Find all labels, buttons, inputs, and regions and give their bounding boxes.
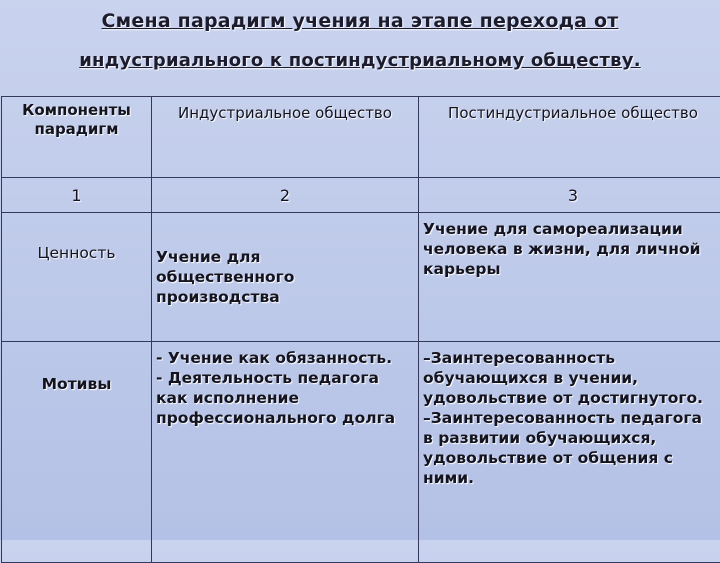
header-components: Компоненты парадигм — [2, 97, 152, 178]
header-postindustrial: Постиндустриальное общество — [419, 97, 720, 178]
motives-industrial-text: - Учение как обязанность. - Деятельность педагога как исполнение профессионального долга — [156, 348, 414, 428]
value-postindustrial-text: Учение для самореализации человека в жизни, для личной карьеры — [423, 219, 720, 279]
paradigm-table — [1, 96, 720, 563]
cell-motives-postindustrial — [419, 342, 720, 563]
title-line-2: индустриального к постиндустриальному обществу. — [0, 50, 720, 71]
table-row-value — [2, 213, 720, 342]
table-row-motives — [2, 342, 720, 563]
column-number-1: 1 — [2, 178, 152, 213]
table-header-row — [2, 97, 720, 178]
slide-title — [0, 6, 720, 71]
title-line-1: Смена парадигм учения на этапе перехода от — [0, 10, 720, 32]
motives-postindustrial-text: –Заинтересованность обучающихся в учении, удовольствие от достигнутого. –Заинтересованность педагога в развитии обучающихся, удовольствие от общения с ними. — [423, 348, 720, 488]
value-industrial-text: Учение для общественного производства — [156, 247, 414, 307]
cell-motives-industrial — [152, 342, 419, 563]
cell-value-postindustrial — [419, 213, 720, 342]
column-number-3: 3 — [419, 178, 720, 213]
table-number-row — [2, 178, 720, 213]
cell-value-industrial — [152, 213, 419, 342]
row-label-motives: Мотивы — [2, 342, 152, 563]
column-number-2: 2 — [152, 178, 419, 213]
row-label-value: Ценность — [2, 213, 152, 342]
header-industrial: Индустриальное общество — [152, 97, 419, 178]
